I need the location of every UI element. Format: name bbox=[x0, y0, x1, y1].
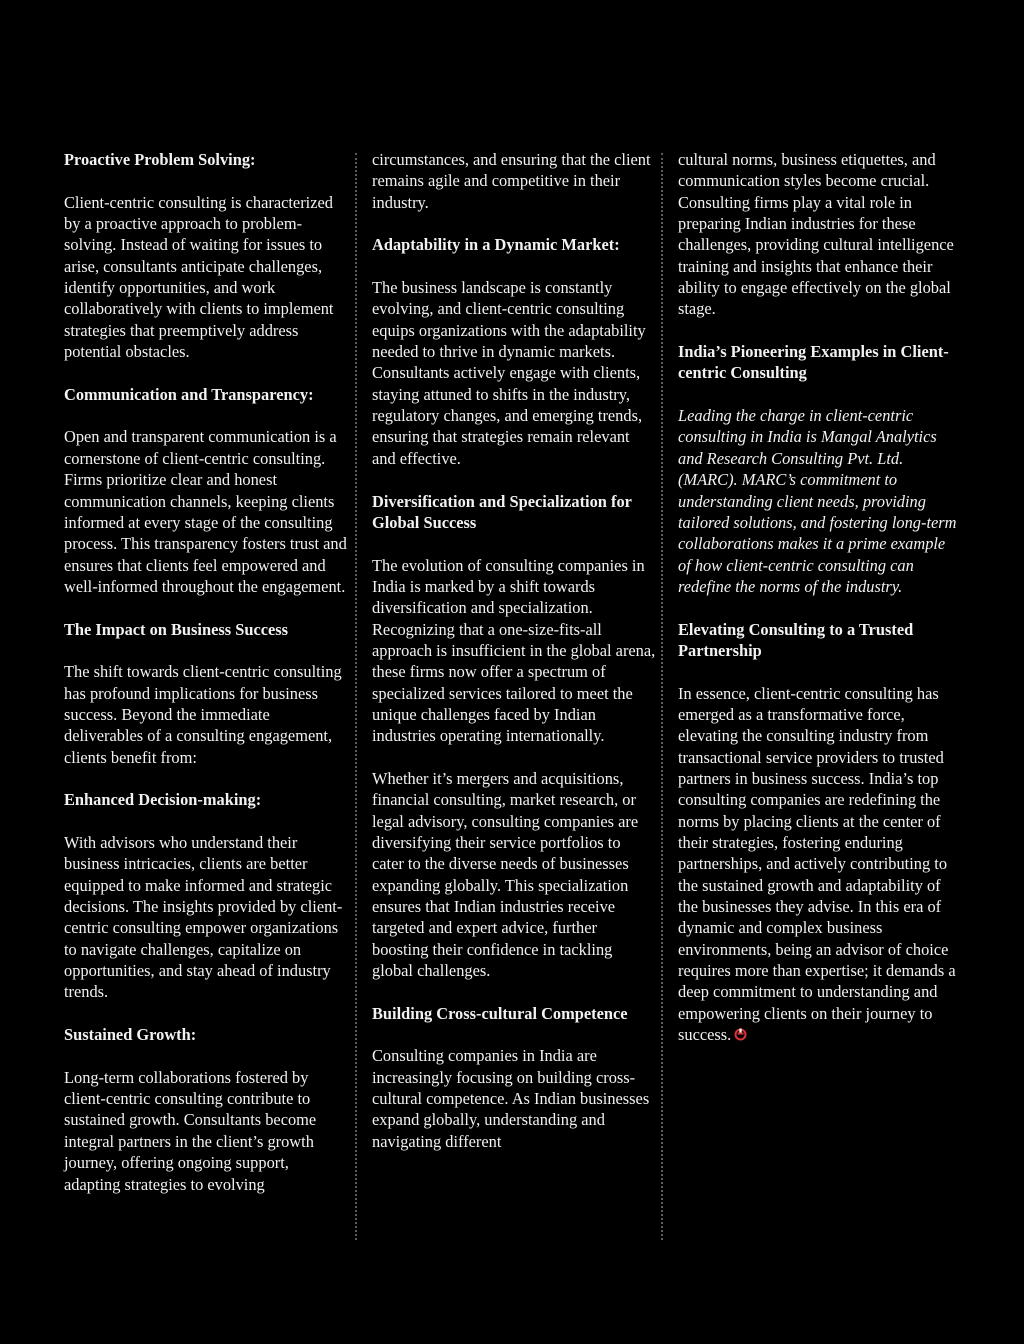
paragraph-diversification-2: Whether it’s mergers and acquisitions, financial consulting, market research, or legal advisory, consulting companies are diversifying their service portfolios to cater to the diverse needs of businesses expanding globally. This specialization ensures that Indian industries receive targeted and expert advice, further boosting their confidence in tackling global challenges. bbox=[372, 768, 639, 981]
end-mark-icon bbox=[734, 1025, 747, 1046]
heading-impact-business-success: The Impact on Business Success bbox=[64, 619, 289, 639]
paragraph-trusted-partnership-text: In essence, client-centric consulting has emerged as a transformative force, elevating the consulting industry from transactional service providers to trusted partners in business success. India’s top consulting companies are redefining the norms by placing clients at the center of their strategies, fostering enduring partnerships, and actively contributing to the sustained growth and adaptability of the businesses they advise. In this era of dynamic and complex business environments, being an advisor of choice requires more than expertise; it demands a deep commitment to understanding and empowering clients on their journey to success. bbox=[678, 683, 956, 1045]
column-divider-right bbox=[661, 153, 663, 1240]
heading-communication-transparency: Communication and Transparency: bbox=[64, 384, 314, 404]
column-left bbox=[64, 149, 348, 1195]
column-divider-left bbox=[355, 153, 357, 1240]
column-right bbox=[678, 149, 962, 1046]
column-middle bbox=[372, 149, 656, 1152]
paragraph-trusted-partnership bbox=[678, 683, 962, 1047]
heading-pioneering-examples: India’s Pioneering Examples in Client-centric Consulting bbox=[678, 342, 949, 383]
heading-diversification: Diversification and Specialization for Global Success bbox=[372, 491, 632, 532]
paragraph-pioneering-examples: Leading the charge in client-centric consulting in India is Mangal Analytics and Research Consulting Pvt. Ltd. (MARC). MARC’s commitment to understanding client needs, providing tailored solutions, and fostering long-term collaborations makes it a prime example of how client-centric consulting can redefine the norms of the industry. bbox=[678, 406, 957, 596]
paragraph-impact-business-success: The shift towards client-centric consulting has profound implications for business success. Beyond the immediate deliverables of a consulting engagement, clients benefit from: bbox=[64, 662, 342, 767]
paragraph-continued-cultural: cultural norms, business etiquettes, and communication styles become crucial. Consulting firms play a vital role in preparing Indian industries for these challenges, providing cultural intelligence training and insights that enhance their ability to engage effectively on the global stage. bbox=[678, 150, 954, 319]
paragraph-diversification-1: The evolution of consulting companies in India is marked by a shift towards diversification and specialization. Recognizing that a one-size-fits-all approach is insufficient in the global arena, these firms now offer a spectrum of specialized services tailored to meet the unique challenges faced by Indian industries operating internationally. bbox=[372, 555, 656, 746]
heading-sustained-growth: Sustained Growth: bbox=[64, 1025, 197, 1045]
heading-adaptability: Adaptability in a Dynamic Market: bbox=[372, 235, 620, 255]
heading-trusted-partnership: Elevating Consulting to a Trusted Partnership bbox=[678, 619, 914, 660]
paragraph-enhanced-decision-making: With advisors who understand their business intricacies, clients are better equipped to make informed and strategic decisions. The insights provided by client-centric consulting empower organizations to navigate challenges, capitalize on opportunities, and stay ahead of industry trends. bbox=[64, 833, 343, 1002]
paragraph-continued-agile: circumstances, and ensuring that the client remains agile and competitive in their industry. bbox=[372, 150, 651, 212]
paragraph-adaptability: The business landscape is constantly evolving, and client-centric consulting equips organizations with the adaptability needed to thrive in dynamic markets. Consultants actively engage with clients, staying attuned to shifts in the industry, regulatory changes, and emerging trends, ensuring that strategies remain relevant and effective. bbox=[372, 278, 646, 468]
paragraph-sustained-growth: Long-term collaborations fostered by client-centric consulting contribute to sustained growth. Consultants become integral partners in the client’s growth journey, offering ongoing support, adapting strategies to evolving bbox=[64, 1067, 317, 1194]
paragraph-communication-transparency: Open and transparent communication is a cornerstone of client-centric consulting. Firms prioritize clear and honest communication channels, keeping clients informed at every stage of the consulting process. This transparency fosters trust and ensures that clients feel empowered and well-informed throughout the engagement. bbox=[64, 427, 347, 596]
heading-cross-cultural: Building Cross-cultural Competence bbox=[372, 1003, 628, 1023]
paragraph-proactive-problem-solving: Client-centric consulting is characterized by a proactive approach to problem-solving. Instead of waiting for issues to arise, consultants anticipate challenges, identify opportunities, and work collaboratively with clients to implement strategies that preemptively address potential obstacles. bbox=[64, 192, 334, 362]
paragraph-cross-cultural: Consulting companies in India are increasingly focusing on building cross-cultural competence. As Indian businesses expand globally, understanding and navigating different bbox=[372, 1046, 650, 1151]
heading-proactive-problem-solving: Proactive Problem Solving: bbox=[64, 150, 256, 169]
heading-enhanced-decision-making: Enhanced Decision-making: bbox=[64, 790, 262, 810]
